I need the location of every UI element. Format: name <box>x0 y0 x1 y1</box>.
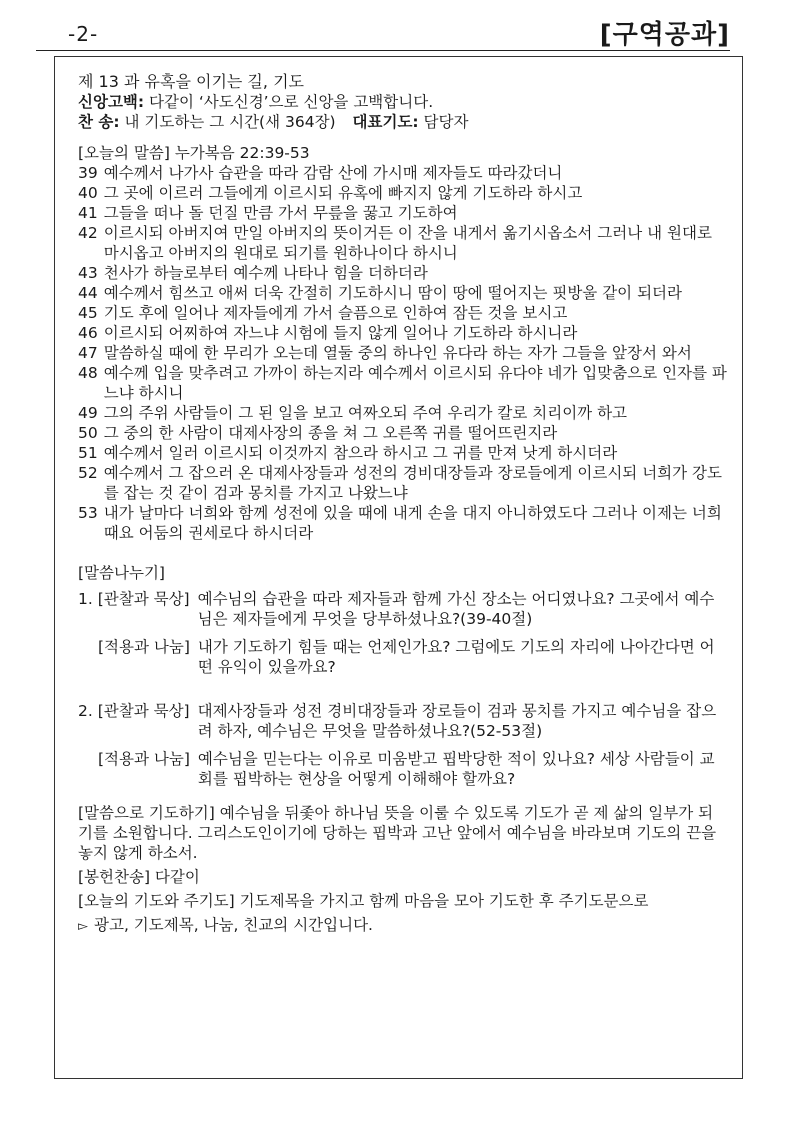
apply-label: [적용과 나눔] <box>98 638 190 656</box>
verse-item <box>78 323 728 343</box>
verse-number: 39 <box>78 164 98 182</box>
sharing-section <box>78 563 728 789</box>
apply-text: 내가 기도하기 힘들 때는 언제인가요? 그럼에도 기도의 자리에 나아간다면 어떤 유익이 있을까요? <box>197 638 715 676</box>
offering-hymn-text: 다같이 <box>150 868 200 886</box>
verse-text: 내가 날마다 너희와 함께 성전에 있을 때에 내게 손을 대지 아니하였도다 그러나 이제는 너희 때요 어둠의 권세로다 하시더라 <box>103 504 722 542</box>
verse-item <box>78 403 728 423</box>
word-prayer-label: [말씀으로 기도하기] <box>78 804 215 822</box>
apply-row <box>78 749 728 789</box>
hymn-text: 내 기도하는 그 시간(새 364장) <box>119 113 336 131</box>
verse-number: 45 <box>78 304 98 322</box>
verse-number: 51 <box>78 444 98 462</box>
creed-text: 다같이 ‘사도신경’으로 신앙을 고백합니다. <box>144 93 434 111</box>
prayer-leader-label: 대표기도: <box>352 113 419 131</box>
apply-label: [적용과 나눔] <box>98 750 190 768</box>
verse-text: 이르시되 어찌하여 자느냐 시험에 들지 않게 일어나 기도하라 하시니라 <box>103 324 578 342</box>
question-1 <box>78 589 728 677</box>
verse-number: 49 <box>78 404 98 422</box>
verse-number: 43 <box>78 264 98 282</box>
verse-text: 기도 후에 일어나 제자들에게 가서 슬픔으로 인하여 잠든 것을 보시고 <box>103 304 568 322</box>
closing-section <box>78 803 728 937</box>
question-2 <box>78 701 728 789</box>
verse-text: 예수께서 그 잡으러 온 대제사장들과 성전의 경비대장들과 장로들에게 이르시되 너희가 강도를 잡는 것 같이 검과 몽치를 가지고 나왔느냐 <box>103 464 722 502</box>
verse-number: 48 <box>78 364 98 382</box>
verse-text: 예수께서 힘쓰고 애써 더욱 간절히 기도하시니 땀이 땅에 떨어지는 핏방울 같이 되더라 <box>103 284 682 302</box>
observe-text: 예수님의 습관을 따라 제자들과 함께 가신 장소는 어디였나요? 그곳에서 예수님은 제자들에게 무엇을 당부하셨나요?(39-40절) <box>197 590 715 628</box>
offering-hymn-label: [봉헌찬송] <box>78 868 150 886</box>
verse-text: 이르시되 아버지여 만일 아버지의 뜻이거든 이 잔을 내게서 옮기시옵소서 그러나 내 원대로 마시옵고 아버지의 원대로 되기를 원하나이다 하시니 <box>103 224 712 262</box>
verse-number: 52 <box>78 464 98 482</box>
observe-row <box>78 589 728 629</box>
verse-text: 그 곳에 이르러 그들에게 이르시되 유혹에 빠지지 않게 기도하라 하시고 <box>103 184 583 202</box>
verse-list <box>78 163 728 543</box>
verse-text: 말씀하실 때에 한 무리가 오는데 열둘 중의 하나인 유다라 하는 자가 그들을 앞장서 와서 <box>103 344 692 362</box>
verse-number: 44 <box>78 284 98 302</box>
verse-number: 53 <box>78 504 98 522</box>
verse-item <box>78 343 728 363</box>
verse-item <box>78 423 728 443</box>
verse-item <box>78 263 728 283</box>
prayer-leader-text: 담당자 <box>418 113 469 131</box>
word-prayer <box>78 803 728 863</box>
verse-item <box>78 183 728 203</box>
lesson-content <box>78 72 728 937</box>
lords-prayer-line <box>78 891 728 911</box>
verse-number: 42 <box>78 224 98 242</box>
creed-line <box>78 92 728 112</box>
triangle-arrow-icon: ▻ <box>78 919 88 934</box>
verse-number: 46 <box>78 324 98 342</box>
verse-item <box>78 443 728 463</box>
sharing-heading: [말씀나누기] <box>78 564 165 582</box>
verse-text: 예수께 입을 맞추려고 가까이 하는지라 예수께서 이르시되 유다야 네가 입맞춤으로 인자를 파느냐 하시니 <box>103 364 727 402</box>
apply-text: 예수님을 믿는다는 이유로 미움받고 핍박당한 적이 있나요? 세상 사람들이 교회를 핍박하는 현상을 어떻게 이해해야 할까요? <box>197 750 715 788</box>
verse-text: 천사가 하늘로부터 예수께 나타나 힘을 더하더라 <box>103 264 428 282</box>
page-number: -2- <box>68 22 99 46</box>
notice-text: 광고, 기도제목, 나눔, 친교의 시간입니다. <box>94 916 373 934</box>
header-divider <box>36 50 730 51</box>
verse-item <box>78 463 728 503</box>
verse-text: 예수께서 나가사 습관을 따라 감람 산에 가시매 제자들도 따라갔더니 <box>103 164 563 182</box>
observe-label: 1. [관찰과 묵상] <box>78 590 190 608</box>
notice-line <box>78 915 728 937</box>
verse-item <box>78 503 728 543</box>
hymn-line <box>78 112 728 132</box>
verse-number: 40 <box>78 184 98 202</box>
verse-text: 그의 주위 사람들이 그 된 일을 보고 여짜오되 주여 우리가 칼로 치리이까 하고 <box>103 404 628 422</box>
verse-number: 47 <box>78 344 98 362</box>
verse-item <box>78 223 728 263</box>
verse-text: 그 중의 한 사람이 대제사장의 종을 쳐 그 오른쪽 귀를 떨어뜨린지라 <box>103 424 558 442</box>
verse-item <box>78 203 728 223</box>
verse-text: 그들을 떠나 돌 던질 만큼 가서 무릎을 꿇고 기도하여 <box>103 204 458 222</box>
observe-row <box>78 701 728 741</box>
scripture-heading: [오늘의 말씀] 누가복음 22:39-53 <box>78 144 310 162</box>
word-prayer-text: 예수님을 뒤좇아 하나님 뜻을 이룰 수 있도록 기도가 곧 제 삶의 일부가 되기를 소원합니다. 그리스도인이기에 당하는 핍박과 고난 앞에서 예수님을 바라보며 기도의 끈을 놓지 않게 하소서. <box>78 804 717 862</box>
offering-hymn <box>78 867 728 887</box>
lords-prayer-text: 기도제목을 가지고 함께 마음을 모아 기도한 후 주기도문으로 <box>234 892 649 910</box>
verse-item <box>78 363 728 403</box>
verse-item <box>78 163 728 183</box>
verse-text: 예수께서 일러 이르시되 이것까지 참으라 하시고 그 귀를 만져 낫게 하시더라 <box>103 444 618 462</box>
hymn-label: 찬 송: <box>78 113 120 131</box>
creed-label: 신앙고백: <box>78 93 145 111</box>
verse-item <box>78 303 728 323</box>
observe-label: 2. [관찰과 묵상] <box>78 702 190 720</box>
verse-number: 41 <box>78 204 98 222</box>
verse-item <box>78 283 728 303</box>
lords-prayer-label: [오늘의 기도와 주기도] <box>78 892 235 910</box>
header-title: [구역공과] <box>599 20 730 50</box>
observe-text: 대제사장들과 성전 경비대장들과 장로들이 검과 몽치를 가지고 예수님을 잡으려 하자, 예수님은 무엇을 말씀하셨나요?(52-53절) <box>197 702 717 740</box>
apply-row <box>78 637 728 677</box>
verse-number: 50 <box>78 424 98 442</box>
lesson-title: 제 13 과 유혹을 이기는 길, 기도 <box>78 72 304 91</box>
